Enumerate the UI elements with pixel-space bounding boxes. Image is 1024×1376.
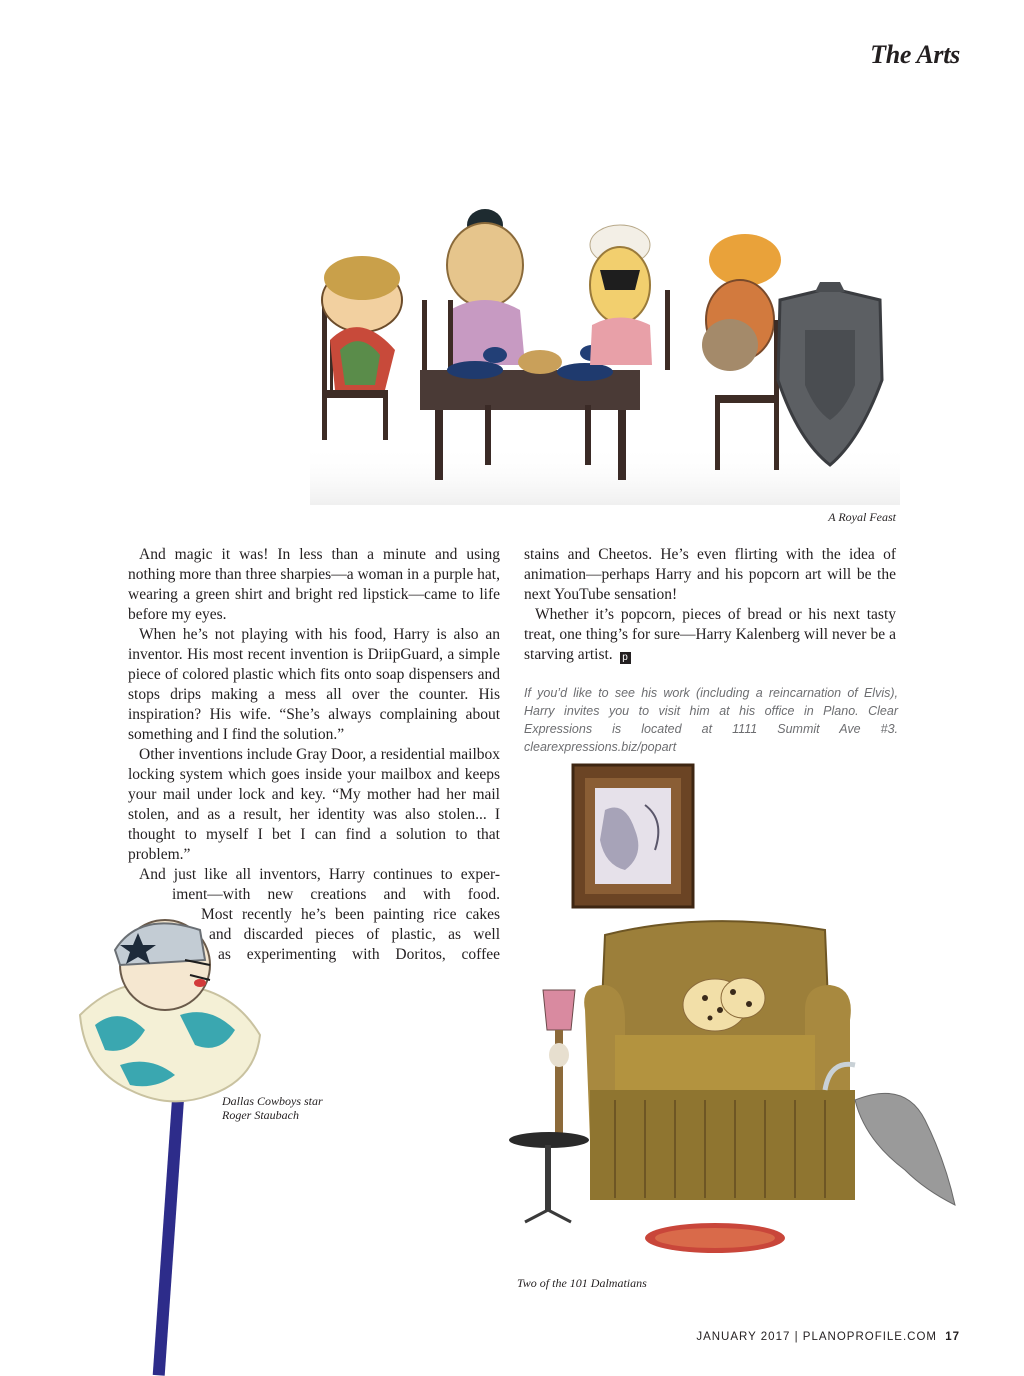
info-note: If you’d like to see his work (including a reincarnation of Elvis), Harry invites you to visit him at his office in Plano. Clear Expressions is located at 1111 Summit Ave #3. clearexpressions.biz/popart: [524, 686, 898, 754]
footer-separator: |: [794, 1331, 799, 1343]
royal-feast-caption: A Royal Feast: [828, 510, 896, 524]
article-paragraph: When he’s not playing with his food, Harry is also an inventor. His most recent invention is DriipGuard, a simple piece of colored plastic which fits onto soap dispensers and stops drips making a mess all over the counter. His inspiration? His wife. “She’s always complaining about something and I find the solution.”: [128, 626, 500, 743]
article-line: and discarded pieces of plastic, as well: [209, 926, 500, 943]
royal-feast-photo: [300, 190, 910, 510]
article-paragraph: [524, 605, 896, 665]
article-right-column: [524, 545, 896, 665]
article-line: Most recently he’s been painting rice cakes: [201, 906, 500, 923]
staubach-caption-line: Roger Staubach: [222, 1108, 299, 1122]
staubach-caption: [222, 1094, 323, 1122]
issue-date: JANUARY 2017: [696, 1331, 791, 1343]
article-left-column: [128, 545, 500, 865]
page-footer: [696, 1331, 960, 1343]
article-line: as experimenting with Doritos, coffee: [218, 946, 500, 963]
article-paragraph: And magic it was! In less than a minute and using nothing more than three sharpies—a woman in a purple hat, wearing a green shirt and bright red lipstick—came to life before my eyes.: [128, 546, 500, 623]
article-paragraph: stains and Cheetos. He’s even flirting with the idea of animation—perhaps Harry and his popcorn art will be the next YouTube sensation!: [524, 546, 896, 603]
end-of-story-icon: p: [620, 652, 631, 664]
page-number: 17: [945, 1331, 960, 1343]
staubach-caption-line: Dallas Cowboys star: [222, 1094, 323, 1108]
staubach-figure-photo: [60, 905, 270, 1376]
article-line: iment—with new creations and with food.: [172, 886, 500, 903]
dalmatians-photo: [505, 760, 970, 1265]
dalmatians-caption: Two of the 101 Dalmatians: [517, 1276, 647, 1290]
magazine-website: PLANOPROFILE.COM: [802, 1331, 937, 1343]
section-title: The Arts: [870, 40, 960, 69]
article-paragraph-text: Whether it’s popcorn, pieces of bread or his next tasty treat, one thing’s for sure—Harry Kalenberg will never be a starving artist.: [524, 606, 896, 663]
article-paragraph: Other inventions include Gray Door, a residential mailbox locking system which goes inside your mailbox and keeps your mail under lock and key. “My mother had her mail stolen, and as a result, her identity was also stolen... I thought to myself I bet I can find a solution to that problem.”: [128, 746, 500, 863]
article-line: And just like all inventors, Harry continues to exper-: [139, 866, 500, 883]
